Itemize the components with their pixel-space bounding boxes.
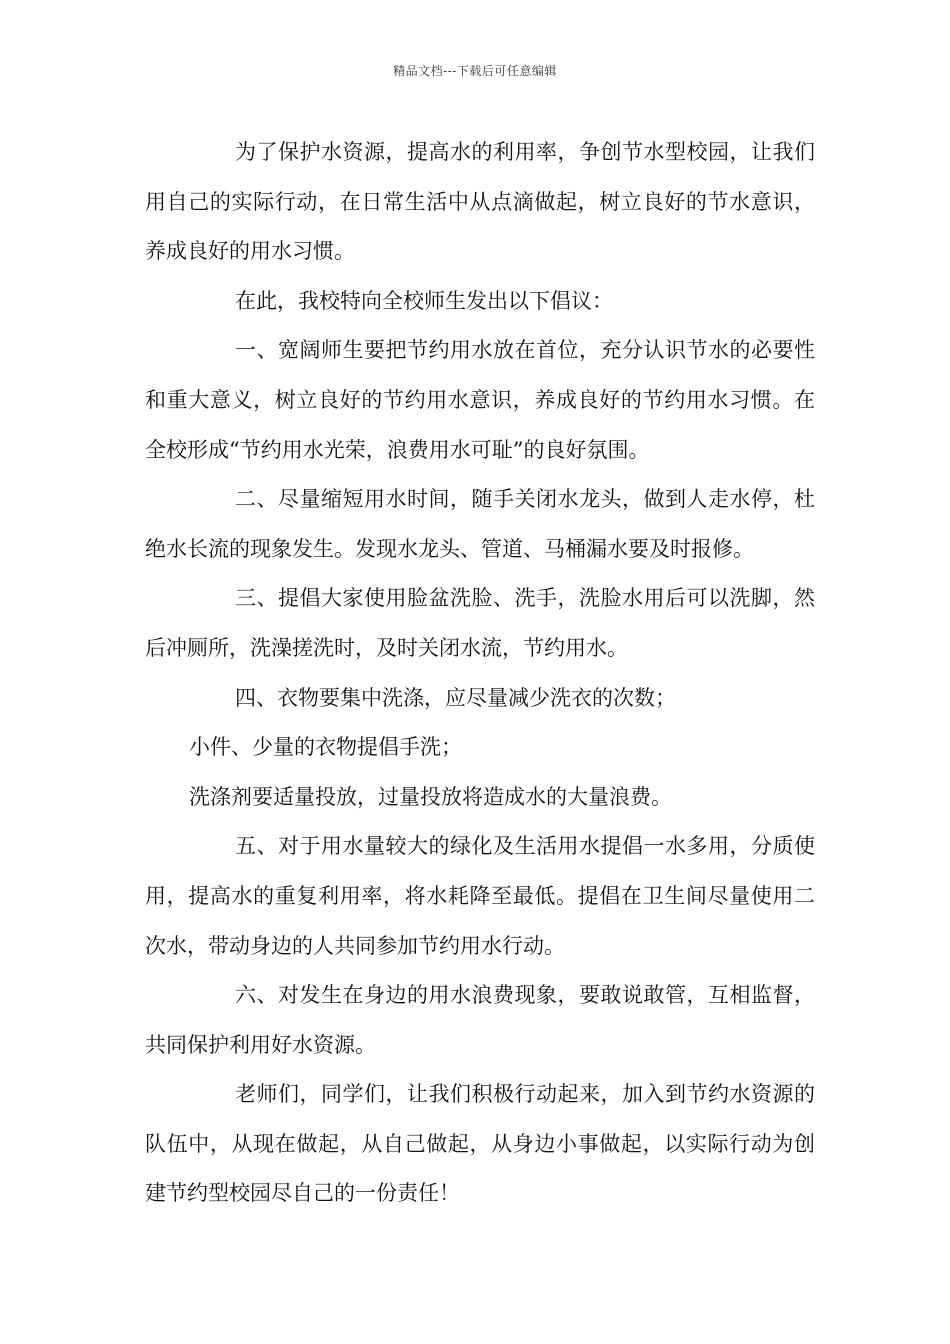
paragraph-item-2: 二、尽量缩短用水时间，随手关闭水龙头，做到人走水停，杜绝水长流的现象发生。发现水龙头、管道、马桶漏水要及时报修。	[145, 487, 815, 561]
page-header: 精品文档---下载后可任意编辑	[393, 64, 557, 78]
paragraph-closing: 老师们，同学们，让我们积极行动起来，加入到节约水资源的队伍中，从现在做起，从自己做起，从身边小事做起，以实际行动为创建节约型校园尽自己的一份责任！	[145, 1082, 815, 1206]
paragraph-item-4: 四、衣物要集中洗涤，应尽量减少洗衣的次数；	[235, 685, 676, 710]
paragraph-intro: 为了保护水资源，提高水的利用率，争创节水型校园，让我们用自己的实际行动，在日常生活中从点滴做起，树立良好的节水意识，养成良好的用水习惯。	[145, 140, 815, 264]
paragraph-item-4-sub-2: 洗涤剂要适量投放，过量投放将造成水的大量浪费。	[189, 784, 672, 809]
paragraph-proposal-lead: 在此，我校特向全校师生发出以下倡议：	[235, 288, 613, 313]
document-body	[145, 128, 815, 1219]
paragraph-item-1: 一、宽阔师生要把节约用水放在首位，充分认识节水的必要性和重大意义，树立良好的节约用水意识，养成良好的节约用水习惯。在全校形成“节约用水光荣，浪费用水可耻”的良好氛围。	[145, 338, 815, 462]
paragraph-item-3: 三、提倡大家使用脸盆洗脸、洗手，洗脸水用后可以洗脚，然后冲厕所，洗澡搓洗时，及时关闭水流，节约用水。	[145, 586, 815, 660]
paragraph-item-6: 六、对发生在身边的用水浪费现象，要敢说敢管，互相监督，共同保护利用好水资源。	[145, 983, 815, 1057]
paragraph-item-5: 五、对于用水量较大的绿化及生活用水提倡一水多用，分质使用，提高水的重复利用率，将水耗降至最低。提倡在卫生间尽量使用二次水，带动身边的人共同参加节约用水行动。	[145, 834, 815, 958]
paragraph-item-4-sub-1: 小件、少量的衣物提倡手洗；	[189, 735, 462, 760]
